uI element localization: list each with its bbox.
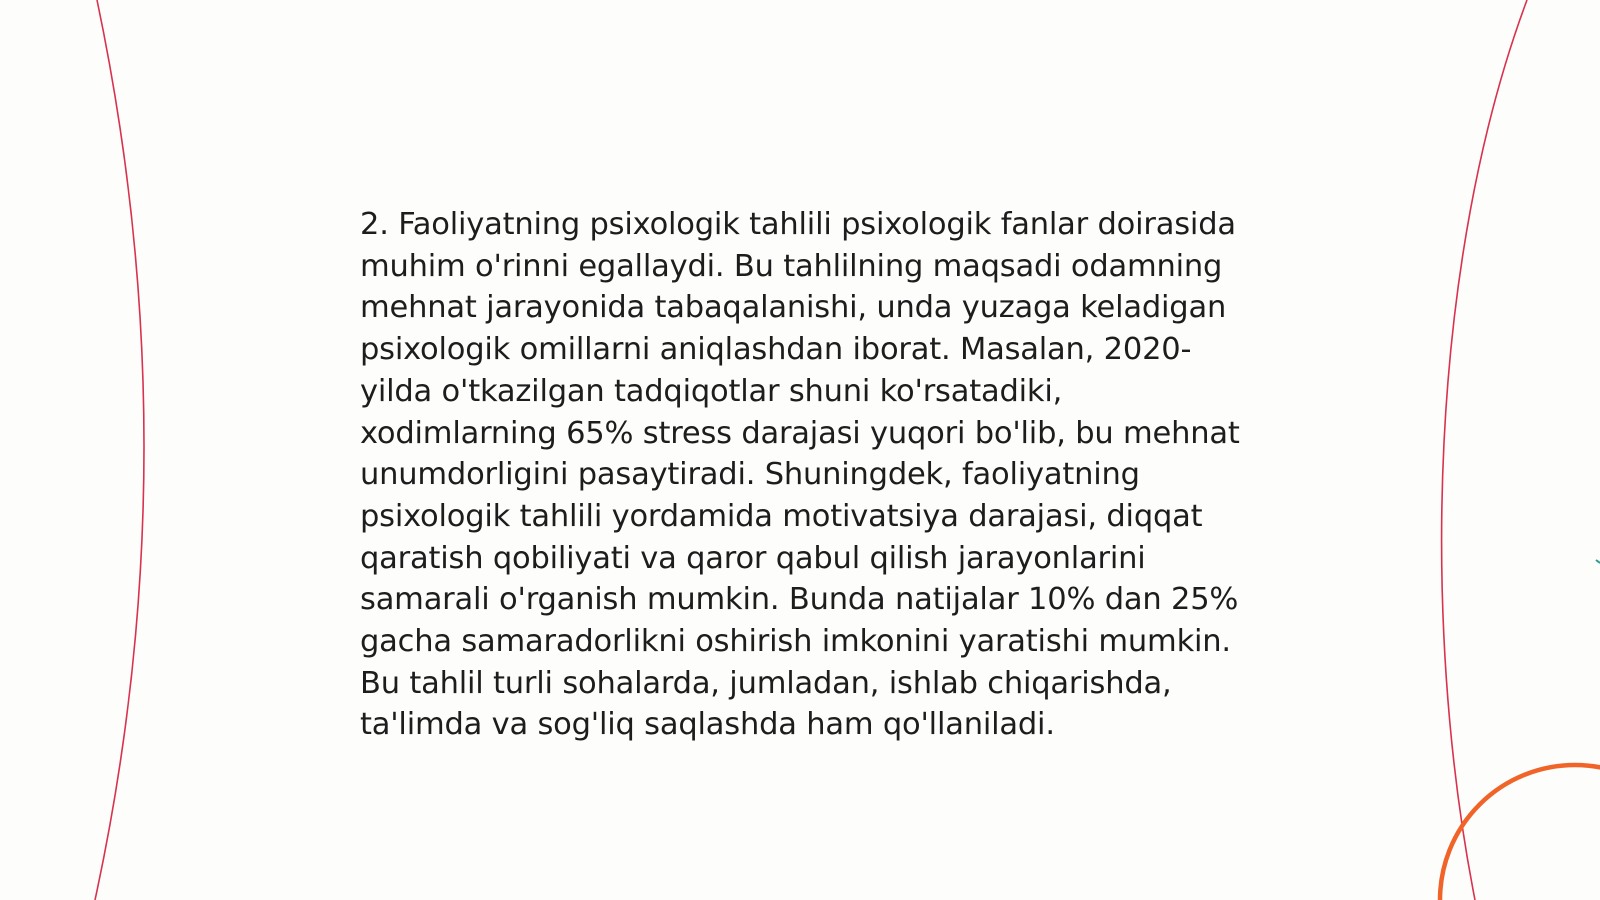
teal-accent-mark (1596, 560, 1600, 563)
slide-body-text: 2. Faoliyatning psixologik tahlili psixologik fanlar doirasida muhim o'rinni egallaydi. Bu tahlilning maqsadi odamning mehnat jarayonida tabaqalanishi, unda yuzaga keladigan psixologik omillarni aniqlashdan iborat. Masalan, 2020-yilda o'tkazilgan tadqiqotlar shuni ko'rsatadiki, xodimlarning 65% stress darajasi yuqori bo'lib, bu mehnat unumdorligini pasaytiradi. Shuningdek, faoliyatning psixologik tahlili yordamida motivatsiya darajasi, diqqat qaratish qobiliyati va qaror qabul qilish jarayonlarini samarali o'rganish mumkin. Bunda natijalar 10% dan 25% gacha samaradorlikni oshirish imkonini yaratishi mumkin. Bu tahlil turli sohalarda, jumladan, ishlab chiqarishda, ta'limda va sog'liq saqlashda ham qo'llaniladi. (360, 207, 1240, 743)
right-arc-line (1442, 0, 1527, 900)
left-arc-line (95, 0, 144, 900)
